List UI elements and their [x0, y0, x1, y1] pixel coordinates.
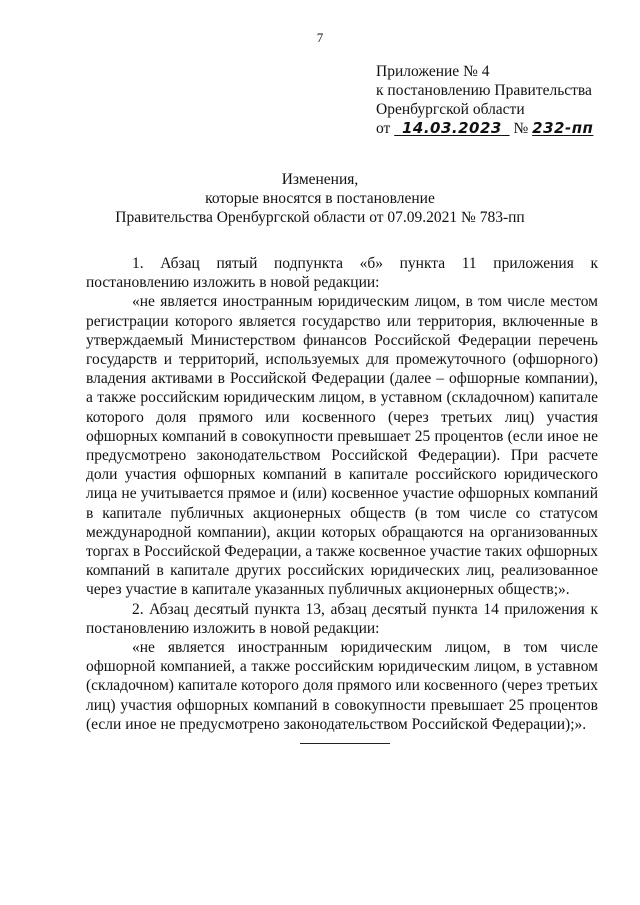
appendix-title: Приложение № 4 [376, 63, 490, 80]
appendix-header [376, 62, 593, 138]
title-line-3: Правительства Оренбургской области от 07.09.2021 № 783-пп [115, 209, 525, 226]
paragraph-2-quote: «не является иностранным юридическим лицом, в том числе офшорной компанией, а также российским юридическим лицом, в уставном (складочном) капитале которого доля прямого или косвенного (через третьих лиц) участия офшорных компаний в совокупности превышает 25 процентов (если иное не предусмотрено законодательством Российской Федерации);». [86, 639, 598, 733]
appendix-date-line [376, 119, 593, 138]
closing-divider [300, 743, 390, 744]
document-title [0, 170, 640, 227]
appendix-reference: к постановлению Правительства [376, 82, 592, 99]
paragraph-1: 1. Абзац пятый подпункта «б» пункта 11 приложения к постановлению изложить в новой редакции: [86, 255, 598, 292]
handwritten-number: 232-пп [532, 119, 594, 137]
handwritten-date: 14.03.2023 [401, 119, 502, 137]
title-line-2: которые вносятся в постановление [205, 190, 435, 207]
title-line-1: Изменения, [281, 171, 359, 188]
page-number: 7 [316, 30, 324, 45]
appendix-region: Оренбургской области [376, 101, 525, 118]
paragraph-2: 2. Абзац десятый пункта 13, абзац десятый пункта 14 приложения к постановлению изложить в новой редакции: [86, 600, 598, 637]
number-prefix: № [513, 120, 529, 137]
date-underline [394, 120, 509, 137]
paragraph-1-quote: «не является иностранным юридическим лицом, в том числе местом регистрации которого является государство или территория, включенные в утверждаемый Министерством финансов Российской Федерации перечень государств и территорий, используемых для промежуточного (офшорного) владения активами в Российской Федерации (далее – офшорные компании), а также российским юридическим лицом, в уставном (складочном) капитале которого доля прямого или косвенного (через третьих лиц) участия офшорных компаний в совокупности превышает 25 процентов (если иное не предусмотрено законодательством Российской Федерации). При расчете доли участия офшорных компаний в капитале российского юридического лица не учитывается прямое и (или) косвенное участие офшорных компаний в капитале публичных акционерных обществ (в том числе со статусом международной компании), акции которых обращаются на организованных торгах в Российской Федерации, а также косвенное участие таких офшорных компаний в капитале других российских юридических лиц, реализованное через участие в капитале указанных публичных акционерных обществ;». [86, 293, 598, 599]
document-body [86, 254, 598, 734]
date-prefix: от [376, 120, 391, 137]
